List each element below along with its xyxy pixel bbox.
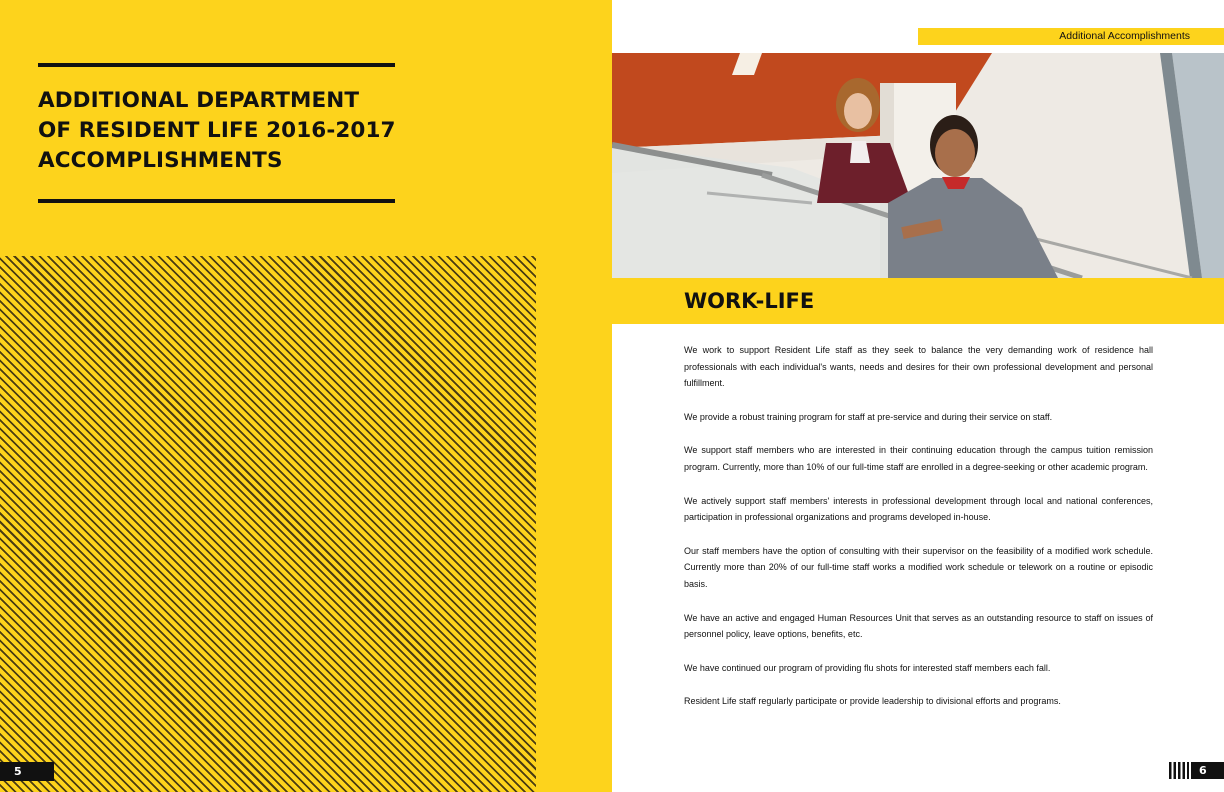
paragraph: Our staff members have the option of consulting with their supervisor on the feasibility of a modified work schedule. Currently more than 20% of our full-time staff works a modified work schedule or telework on a routine or episodic basis. xyxy=(684,545,1153,589)
title-line: ADDITIONAL DEPARTMENT xyxy=(38,88,360,113)
section-band xyxy=(612,278,1224,324)
title-top-rule xyxy=(38,63,395,67)
diagonal-stripe-pattern xyxy=(0,256,536,792)
page-title xyxy=(38,86,396,176)
paragraph: We provide a robust training program for staff at pre-service and during their service on staff. xyxy=(684,411,1053,422)
section-title: WORK-LIFE xyxy=(684,289,815,313)
paragraph: We support staff members who are interested in their continuing education through the campus tuition remission program. Currently, more than 10% of our full-time staff are enrolled in a degree-seeking or other academic program. xyxy=(684,445,1153,472)
title-line: OF RESIDENT LIFE 2016-2017 xyxy=(38,118,396,143)
right-page xyxy=(612,0,1224,792)
staff-photo xyxy=(612,53,1224,278)
paragraph: We work to support Resident Life staff as they seek to balance the very demanding work of residence hall professionals with each individual's wants, needs and desires for their own professional development and personal fulfillment. xyxy=(684,345,1153,389)
page-number-label: 6 xyxy=(1191,762,1224,779)
paragraph: We have an active and engaged Human Resources Unit that serves as an outstanding resource to staff on issues of personnel policy, leave options, benefits, etc. xyxy=(684,612,1153,640)
section-header-tab: Additional Accomplishments xyxy=(918,28,1224,45)
page-number-right xyxy=(1169,762,1224,779)
paragraph: Resident Life staff regularly participate or provide leadership to divisional efforts and programs. xyxy=(684,696,1061,707)
barcode-bars xyxy=(1169,762,1189,779)
paragraph: We actively support staff members' interests in professional development through local and national conferences, participation in professional organizations and programs developed in-house. xyxy=(684,495,1153,523)
page-number-left: 5 xyxy=(0,762,54,781)
body-text xyxy=(684,342,1153,727)
paragraph: We have continued our program of providing flu shots for interested staff members each fall. xyxy=(684,662,1051,673)
title-bottom-rule xyxy=(38,199,395,203)
staff-photo-illustration xyxy=(612,53,1224,278)
title-line: ACCOMPLISHMENTS xyxy=(38,148,283,173)
